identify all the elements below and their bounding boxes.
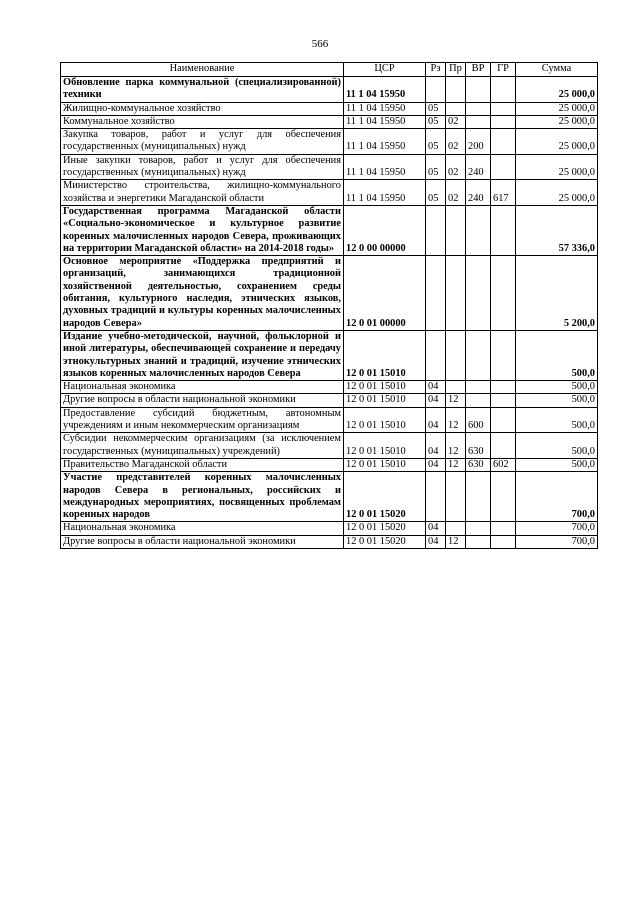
cell-rz	[426, 205, 446, 255]
cell-name: Коммунальное хозяйство	[61, 115, 344, 128]
cell-vr: 630	[466, 458, 491, 471]
cell-csr: 12 0 01 15020	[344, 535, 426, 548]
cell-name: Обновление парка коммунальной (специализированной) техники	[61, 77, 344, 103]
cell-vr: 240	[466, 154, 491, 180]
cell-name: Закупка товаров, работ и услуг для обеспечения государственных (муниципальных) нужд	[61, 129, 344, 155]
cell-name: Национальная экономика	[61, 381, 344, 394]
cell-pr	[446, 205, 466, 255]
cell-sum: 500,0	[516, 433, 598, 459]
cell-sum: 700,0	[516, 535, 598, 548]
cell-pr	[446, 256, 466, 331]
cell-csr: 12 0 01 15010	[344, 433, 426, 459]
header-csr: ЦСР	[344, 63, 426, 77]
cell-csr: 12 0 01 15010	[344, 330, 426, 380]
header-pr: Пр	[446, 63, 466, 77]
header-sum: Сумма	[516, 63, 598, 77]
cell-rz: 04	[426, 394, 446, 407]
cell-gr	[491, 472, 516, 522]
cell-name: Жилищно-коммунальное хозяйство	[61, 102, 344, 115]
table-row	[61, 381, 598, 394]
cell-name: Государственная программа Магаданской области «Социально-экономическое и культурное развитие коренных малочисленных народов Севера, проживающих на территории Магаданской области» на 2014-2018 годы»	[61, 205, 344, 255]
cell-gr	[491, 535, 516, 548]
cell-csr: 11 1 04 15950	[344, 115, 426, 128]
cell-pr: 02	[446, 180, 466, 206]
cell-name: Издание учебно-методической, научной, фольклорной и иной литературы, обеспечивающей сохранение и передачу этнокультурных знаний и традиций, изучение этнических языков коренных малочисленных народов Севера	[61, 330, 344, 380]
table-row	[61, 154, 598, 180]
table-body	[61, 77, 598, 549]
cell-rz: 05	[426, 154, 446, 180]
cell-pr: 12	[446, 535, 466, 548]
cell-csr: 12 0 01 15020	[344, 522, 426, 535]
cell-vr	[466, 205, 491, 255]
cell-vr: 200	[466, 129, 491, 155]
cell-rz	[426, 256, 446, 331]
cell-sum: 500,0	[516, 394, 598, 407]
cell-gr	[491, 407, 516, 433]
cell-name: Министерство строительства, жилищно-коммунального хозяйства и энергетики Магаданской области	[61, 180, 344, 206]
cell-vr: 630	[466, 433, 491, 459]
table-row	[61, 407, 598, 433]
cell-rz: 04	[426, 535, 446, 548]
cell-vr	[466, 330, 491, 380]
header-name: Наименование	[61, 63, 344, 77]
cell-vr	[466, 77, 491, 103]
cell-pr: 12	[446, 433, 466, 459]
cell-sum: 700,0	[516, 522, 598, 535]
cell-pr	[446, 381, 466, 394]
cell-pr	[446, 330, 466, 380]
cell-rz	[426, 77, 446, 103]
cell-rz: 05	[426, 180, 446, 206]
cell-sum: 500,0	[516, 407, 598, 433]
table-row	[61, 535, 598, 548]
cell-sum: 700,0	[516, 472, 598, 522]
table-header-row	[61, 63, 598, 77]
table-row	[61, 394, 598, 407]
cell-gr	[491, 115, 516, 128]
table-row	[61, 205, 598, 255]
cell-sum: 25 000,0	[516, 180, 598, 206]
cell-rz: 04	[426, 522, 446, 535]
table-row	[61, 180, 598, 206]
cell-vr	[466, 381, 491, 394]
cell-vr	[466, 394, 491, 407]
cell-sum: 25 000,0	[516, 115, 598, 128]
cell-gr	[491, 154, 516, 180]
cell-pr: 12	[446, 394, 466, 407]
cell-vr	[466, 535, 491, 548]
cell-csr: 11 1 04 15950	[344, 102, 426, 115]
cell-gr	[491, 381, 516, 394]
table-row	[61, 522, 598, 535]
cell-pr: 12	[446, 458, 466, 471]
cell-csr: 12 0 01 15010	[344, 381, 426, 394]
cell-pr: 02	[446, 154, 466, 180]
table-row	[61, 433, 598, 459]
cell-vr	[466, 522, 491, 535]
cell-pr	[446, 77, 466, 103]
cell-csr: 12 0 01 15010	[344, 394, 426, 407]
cell-name: Иные закупки товаров, работ и услуг для обеспечения государственных (муниципальных) нужд	[61, 154, 344, 180]
cell-name: Основное мероприятие «Поддержка предприятий и организаций, занимающихся традиционной хозяйственной деятельностью, сохранением среды обитания, культурного наследия, этнических языков, духовных традиций и культуры коренных малочисленных народов Севера»	[61, 256, 344, 331]
table-row	[61, 256, 598, 331]
cell-csr: 12 0 01 15010	[344, 407, 426, 433]
cell-pr	[446, 522, 466, 535]
cell-gr	[491, 256, 516, 331]
cell-sum: 25 000,0	[516, 129, 598, 155]
cell-csr: 11 1 04 15950	[344, 129, 426, 155]
cell-csr: 11 1 04 15950	[344, 154, 426, 180]
cell-csr: 11 1 04 15950	[344, 180, 426, 206]
table-row	[61, 77, 598, 103]
cell-name: Субсидии некоммерческим организациям (за исключением государственных (муниципальных) учреждений)	[61, 433, 344, 459]
header-gr: ГР	[491, 63, 516, 77]
cell-sum: 500,0	[516, 381, 598, 394]
cell-pr	[446, 102, 466, 115]
cell-rz: 04	[426, 433, 446, 459]
cell-gr	[491, 129, 516, 155]
cell-name: Другие вопросы в области национальной экономики	[61, 394, 344, 407]
cell-vr	[466, 102, 491, 115]
cell-gr	[491, 77, 516, 103]
cell-rz: 04	[426, 458, 446, 471]
table-row	[61, 102, 598, 115]
cell-sum: 57 336,0	[516, 205, 598, 255]
cell-csr: 12 0 00 00000	[344, 205, 426, 255]
budget-table	[60, 62, 598, 549]
cell-sum: 5 200,0	[516, 256, 598, 331]
cell-vr: 240	[466, 180, 491, 206]
cell-vr: 600	[466, 407, 491, 433]
cell-sum: 25 000,0	[516, 102, 598, 115]
header-rz: Рз	[426, 63, 446, 77]
cell-name: Другие вопросы в области национальной экономики	[61, 535, 344, 548]
cell-gr: 602	[491, 458, 516, 471]
cell-csr: 12 0 01 00000	[344, 256, 426, 331]
cell-pr: 12	[446, 407, 466, 433]
cell-vr	[466, 472, 491, 522]
cell-csr: 11 1 04 15950	[344, 77, 426, 103]
cell-rz: 05	[426, 115, 446, 128]
cell-gr: 617	[491, 180, 516, 206]
cell-name: Правительство Магаданской области	[61, 458, 344, 471]
cell-gr	[491, 330, 516, 380]
cell-gr	[491, 205, 516, 255]
cell-sum: 25 000,0	[516, 154, 598, 180]
cell-pr: 02	[446, 129, 466, 155]
cell-pr	[446, 472, 466, 522]
cell-gr	[491, 522, 516, 535]
table-row	[61, 129, 598, 155]
header-vr: ВР	[466, 63, 491, 77]
table-row	[61, 458, 598, 471]
cell-gr	[491, 102, 516, 115]
cell-vr	[466, 256, 491, 331]
cell-rz	[426, 330, 446, 380]
cell-rz: 04	[426, 407, 446, 433]
cell-sum: 500,0	[516, 330, 598, 380]
cell-csr: 12 0 01 15010	[344, 458, 426, 471]
cell-name: Участие представителей коренных малочисленных народов Севера в региональных, российских и международных мероприятиях, посвященных проблемам коренных народов	[61, 472, 344, 522]
table-row	[61, 472, 598, 522]
cell-sum: 500,0	[516, 458, 598, 471]
cell-sum: 25 000,0	[516, 77, 598, 103]
page-number: 566	[311, 38, 329, 50]
table-row	[61, 115, 598, 128]
cell-rz: 05	[426, 102, 446, 115]
cell-rz	[426, 472, 446, 522]
cell-name: Национальная экономика	[61, 522, 344, 535]
cell-rz: 05	[426, 129, 446, 155]
cell-vr	[466, 115, 491, 128]
cell-name: Предоставление субсидий бюджетным, автономным учреждениям и иным некоммерческим организациям	[61, 407, 344, 433]
cell-pr: 02	[446, 115, 466, 128]
cell-gr	[491, 433, 516, 459]
cell-gr	[491, 394, 516, 407]
cell-csr: 12 0 01 15020	[344, 472, 426, 522]
table-row	[61, 330, 598, 380]
cell-rz: 04	[426, 381, 446, 394]
